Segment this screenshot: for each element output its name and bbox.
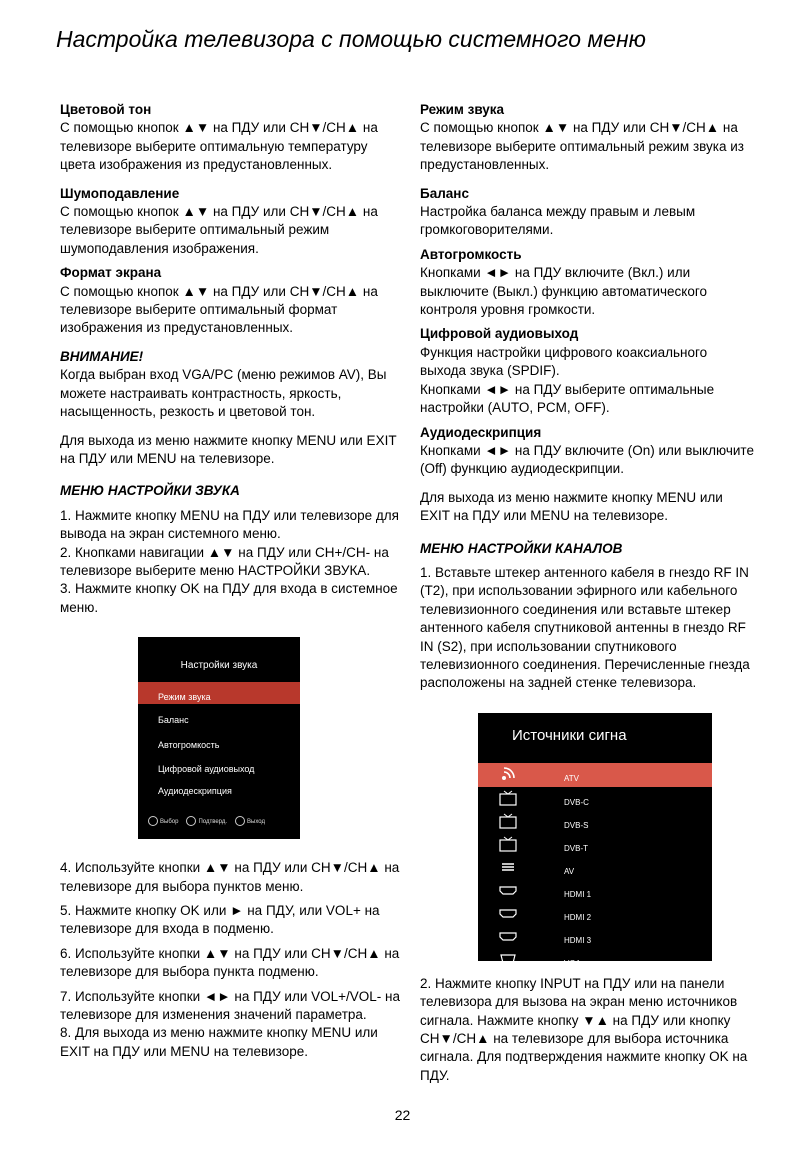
noise-heading: Шумоподавление	[60, 185, 180, 201]
sound-mode-text: С помощью кнопок ▲▼ на ПДУ или CH▼/CH▲ на телевизоре выберите оптимальный режим звука из предустановленных.	[420, 120, 744, 173]
sound-menu-item[interactable]: Баланс	[158, 715, 189, 726]
channel-step-1: 1. Вставьте штекер антенного кабеля в гнездо RF IN (T2), при использовании эфирного или кабельного телевизионного соединения или вставьте штекер антенного кабеля спутниковой антенны в гнездо RF IN (S2), при использовании спутникового телевизионного соединения. Перечисленные гнезда расположены на задней стенке телевизора.	[420, 564, 750, 691]
left-column	[60, 101, 402, 1061]
sound-menu-item[interactable]: Автогромкость	[158, 740, 220, 751]
sound-step-5: 5. Нажмите кнопку OK или ► на ПДУ, или VOL+ на телевизоре для входа в подменю.	[60, 902, 380, 937]
noise-text: С помощью кнопок ▲▼ на ПДУ или CH▼/CH▲ на телевизоре выберите оптимальный режим шумоподавления изображения.	[60, 204, 378, 256]
sound-menu-title: Настройки звука	[180, 660, 258, 672]
sound-step-1: 1. Нажмите кнопку MENU на ПДУ или телевизоре для вывода на экран системного меню.	[60, 507, 399, 542]
digital-out-text-1: Функция настройки цифрового коаксиального выхода звука (SPDIF).	[420, 344, 708, 379]
sound-menu-footer	[148, 813, 296, 831]
av-connector-icon	[498, 859, 518, 875]
color-tone-heading: Цветовой тон	[60, 102, 152, 117]
color-tone-text: С помощью кнопок ▲▼ на ПДУ или CH▼/CH▲ на телевизоре выберите оптимальную температуру цвета изображения из предустановленных.	[60, 120, 378, 173]
page-title: Настройка телевизора с помощью системного меню	[56, 26, 646, 52]
footer-confirm-label: Подтверд.	[198, 818, 228, 825]
sound-menu-item[interactable]: Цифровой аудиовыход	[158, 764, 255, 775]
sound-step-2: 2. Кнопками навигации ▲▼ на ПДУ или CH+/CH- на телевизоре выберите меню НАСТРОЙКИ ЗВУКА.	[60, 544, 389, 578]
tv-icon	[498, 813, 518, 829]
vga-icon	[498, 951, 518, 967]
hdmi-icon	[498, 882, 518, 898]
tv-icon	[498, 836, 518, 852]
footer-exit-label: Выход	[247, 818, 265, 825]
autovolume-heading: Автогромкость	[420, 246, 522, 262]
source-item-hdmi2[interactable]: HDMI 2	[478, 903, 712, 925]
antenna-icon	[498, 766, 518, 782]
audio-desc-text: Кнопками ◄► на ПДУ включите (On) или выключите (Off) функцию аудиодескрипции.	[420, 442, 754, 477]
format-heading: Формат экрана	[60, 265, 162, 281]
source-menu-title: Источники сигна	[512, 726, 627, 744]
footer-select-label: Выбор	[160, 818, 179, 825]
sound-menu-item[interactable]: Режим звука	[158, 692, 211, 703]
sound-step-3: 3. Нажмите кнопку OK на ПДУ для входа в системное меню.	[60, 581, 398, 615]
sound-menu-item[interactable]: Аудиодескрипция	[158, 786, 232, 797]
source-item-dvbc[interactable]: DVB-C	[478, 788, 712, 810]
exit-text-2: Для выхода из меню нажмите кнопку MENU или EXIT на ПДУ или MENU на телевизоре.	[420, 489, 723, 524]
balance-heading: Баланс	[420, 185, 469, 201]
autovolume-text: Кнопками ◄► на ПДУ включите (Вкл.) или выключите (Выкл.) функцию автоматического контроля уровня громкости.	[420, 265, 707, 318]
channel-step-2: 2. Нажмите кнопку INPUT на ПДУ или на панели телевизора для вызова на экран меню источников сигнала. Нажмите кнопку ▼▲ на ПДУ или кнопку CH▼/CH▲ на телевизоре для выбора источника сигнала. Для подтверждения нажмите кнопку OK на ПДУ.	[420, 975, 748, 1083]
digital-out-heading: Цифровой аудиовыход	[420, 326, 579, 342]
source-item-atv[interactable]: ATV	[478, 764, 712, 786]
sound-mode-heading: Режим звука	[420, 102, 505, 117]
right-column	[420, 101, 755, 1085]
source-item-av[interactable]: AV	[478, 857, 712, 879]
source-item-hdmi3[interactable]: HDMI 3	[478, 926, 712, 948]
exit-text-1: Для выхода из меню нажмите кнопку MENU или EXIT на ПДУ или MENU на телевизоре.	[60, 432, 397, 466]
source-item-hdmi1[interactable]: HDMI 1	[478, 880, 712, 902]
sound-settings-menu	[138, 637, 300, 839]
hdmi-icon	[498, 928, 518, 944]
channel-section-heading: МЕНЮ НАСТРОЙКИ КАНАЛОВ	[420, 540, 623, 556]
balance-text: Настройка баланса между правым и левым громкоговорителями.	[420, 204, 696, 238]
source-item-vga[interactable]: VGA	[478, 949, 712, 971]
tv-icon	[498, 790, 518, 806]
sound-step-4: 4. Используйте кнопки ▲▼ на ПДУ или CH▼/CH▲ на телевизоре для выбора пунктов меню.	[60, 860, 400, 894]
format-text: С помощью кнопок ▲▼ на ПДУ или CH▼/CH▲ на телевизоре выберите оптимальный формат изображения из предустановленных.	[60, 283, 378, 336]
sound-step-6: 6. Используйте кнопки ▲▼ на ПДУ или CH▼/CH▲ на телевизоре для выбора пункта подменю.	[60, 945, 400, 980]
sound-section-heading: МЕНЮ НАСТРОЙКИ ЗВУКА	[60, 483, 240, 499]
sound-step-7: 7. Используйте кнопки ◄► на ПДУ или VOL+/VOL- на телевизоре для изменения значений параметра.	[60, 988, 400, 1022]
sound-step-8: 8. Для выхода из меню нажмите кнопку MENU или EXIT на ПДУ или MENU на телевизоре.	[60, 1025, 378, 1059]
audio-desc-heading: Аудиодескрипция	[420, 424, 542, 440]
source-item-dvbt[interactable]: DVB-T	[478, 834, 712, 856]
source-menu	[478, 713, 712, 968]
warning-text: Когда выбран вход VGA/PC (меню режимов AV), Вы можете настраивать контрастность, яркость, насыщенность, резкость и цветовой тон.	[60, 367, 387, 420]
page-number: 22	[394, 1107, 411, 1123]
source-item-dvbs[interactable]: DVB-S	[478, 811, 712, 833]
hdmi-icon	[498, 905, 518, 921]
warning-heading: ВНИМАНИЕ!	[60, 348, 144, 364]
digital-out-text-2: Кнопками ◄► на ПДУ выберите оптимальные настройки (AUTO, PCM, OFF).	[420, 381, 715, 416]
